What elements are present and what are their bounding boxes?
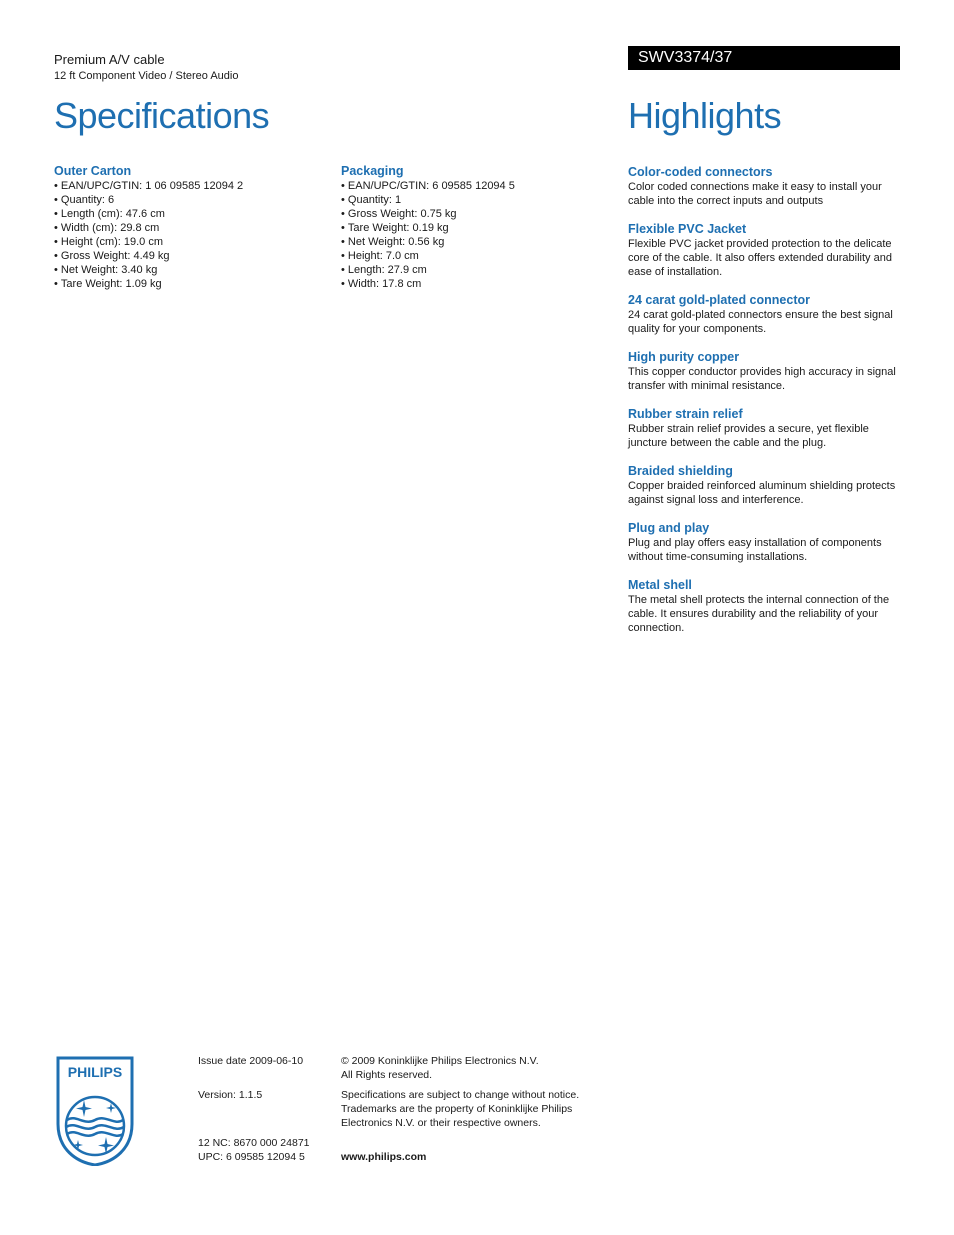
highlight-item <box>628 222 902 279</box>
list-item: • Gross Weight: 0.75 kg <box>341 207 611 221</box>
list-item: • Quantity: 1 <box>341 193 611 207</box>
notice-line: Specifications are subject to change without notice. <box>341 1089 580 1101</box>
list-item: • Length: 27.9 cm <box>341 263 611 277</box>
highlight-title: Rubber strain relief <box>628 407 743 421</box>
philips-logo <box>54 1054 136 1166</box>
model-number: SWV3374/37 <box>638 49 733 66</box>
list-item: • EAN/UPC/GTIN: 6 09585 12094 5 <box>341 179 611 193</box>
notice-line: Trademarks are the property of Koninklijke Philips <box>341 1103 573 1115</box>
list-item: • Tare Weight: 1.09 kg <box>54 277 324 291</box>
issue-date: Issue date 2009-06-10 <box>198 1055 304 1067</box>
highlight-text: Plug and play offers easy installation of components without time-consuming installations. <box>628 537 882 563</box>
product-subtitle: 12 ft Component Video / Stereo Audio <box>54 70 239 82</box>
product-name: Premium A/V cable <box>54 52 165 67</box>
highlight-item <box>628 407 902 450</box>
packaging-list <box>341 179 611 291</box>
outer-carton-list <box>54 179 324 291</box>
highlight-title: Color-coded connectors <box>628 165 773 179</box>
highlight-text: 24 carat gold-plated connectors ensure the best signal quality for your components. <box>628 309 893 335</box>
outer-carton-title: Outer Carton <box>54 164 132 178</box>
footer-meta <box>198 1054 328 1164</box>
highlight-text: Copper braided reinforced aluminum shielding protects against signal loss and interference. <box>628 480 896 506</box>
notice-line: Electronics N.V. or their respective owners. <box>341 1117 541 1129</box>
list-item: • Net Weight: 3.40 kg <box>54 263 324 277</box>
list-item: • Height: 7.0 cm <box>341 249 611 263</box>
version: Version: 1.1.5 <box>198 1089 263 1101</box>
list-item: • Gross Weight: 4.49 kg <box>54 249 324 263</box>
highlight-title: Plug and play <box>628 521 710 535</box>
packaging-section <box>341 164 611 291</box>
nc-number: 12 NC: 8670 000 24871 <box>198 1137 310 1149</box>
list-item: • Width: 17.8 cm <box>341 277 611 291</box>
list-item: • Quantity: 6 <box>54 193 324 207</box>
copyright-line: All Rights reserved. <box>341 1069 433 1081</box>
highlight-text: Color coded connections make it easy to install your cable into the correct inputs and outputs <box>628 181 882 207</box>
logo-wordmark: PHILIPS <box>67 1064 123 1080</box>
footer-legal <box>341 1054 601 1164</box>
highlights-heading: Highlights <box>628 95 782 136</box>
highlight-title: Flexible PVC Jacket <box>628 222 747 236</box>
list-item: • Net Weight: 0.56 kg <box>341 235 611 249</box>
highlight-title: 24 carat gold-plated connector <box>628 293 810 307</box>
highlight-item <box>628 165 902 208</box>
highlight-title: High purity copper <box>628 350 740 364</box>
list-item: • Length (cm): 47.6 cm <box>54 207 324 221</box>
list-item: • Tare Weight: 0.19 kg <box>341 221 611 235</box>
list-item: • EAN/UPC/GTIN: 1 06 09585 12094 2 <box>54 179 324 193</box>
highlight-text: This copper conductor provides high accuracy in signal transfer with minimal resistance. <box>628 366 896 392</box>
specifications-heading: Specifications <box>54 95 270 136</box>
highlight-text: Rubber strain relief provides a secure, yet flexible juncture between the cable and the plug. <box>628 423 869 449</box>
upc-number: UPC: 6 09585 12094 5 <box>198 1151 305 1163</box>
model-number-bar <box>628 46 900 70</box>
philips-shield-icon <box>54 1054 136 1166</box>
highlight-title: Braided shielding <box>628 464 733 478</box>
website-link[interactable]: www.philips.com <box>341 1151 427 1163</box>
copyright-line: © 2009 Koninklijke Philips Electronics N.V. <box>341 1055 539 1067</box>
highlight-text: Flexible PVC jacket provided protection to the delicate core of the cable. It also offers extended durability and ease of installation. <box>628 238 892 278</box>
highlights-list <box>628 165 902 649</box>
list-item: • Width (cm): 29.8 cm <box>54 221 324 235</box>
highlight-text: The metal shell protects the internal connection of the cable. It ensures durability and the reliability of your connection. <box>628 594 890 634</box>
outer-carton-section <box>54 164 324 291</box>
highlight-item <box>628 521 902 564</box>
list-item: • Height (cm): 19.0 cm <box>54 235 324 249</box>
highlight-title: Metal shell <box>628 578 692 592</box>
highlight-item <box>628 578 902 635</box>
highlight-item <box>628 293 902 336</box>
packaging-title: Packaging <box>341 164 404 178</box>
highlight-item <box>628 464 902 507</box>
highlight-item <box>628 350 902 393</box>
